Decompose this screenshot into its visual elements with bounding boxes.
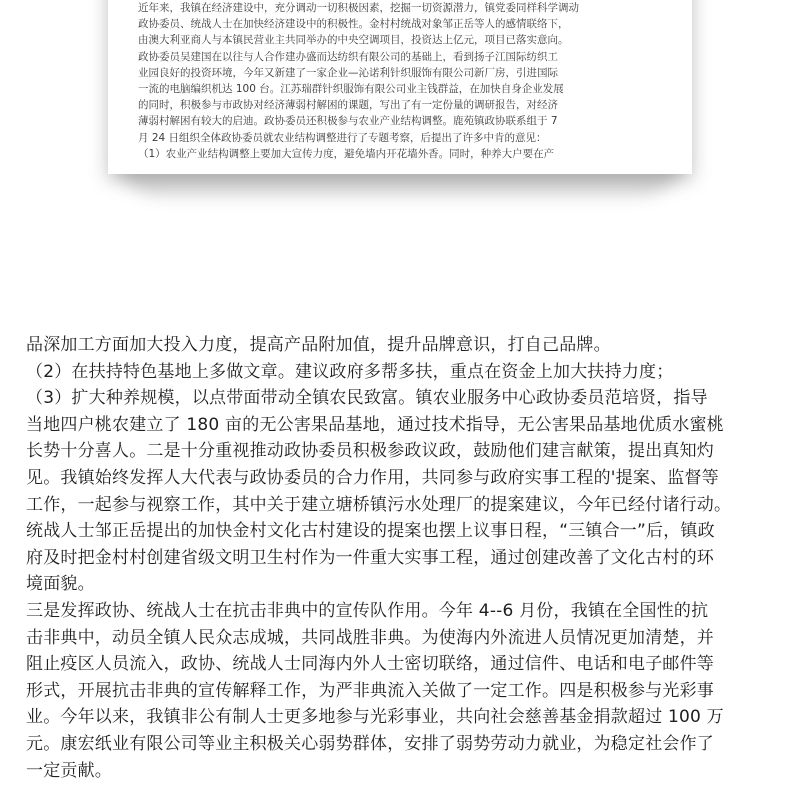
body-line: 击非典中，动员全镇人民众志成城，共同战胜非典。为使海内外流进人员情况更加清楚，并 — [26, 627, 714, 648]
preview-line: 一流的电脑编织机达 100 台。江苏瑞群针织服饰有限公司业主钱群益，在加快自身企业发展 — [138, 83, 564, 96]
preview-line: 政协委员吴建国在以往与人合作建办盛而达纺织有限公司的基础上，看到扬子江国际纺织工 — [138, 50, 558, 63]
preview-line: 薄弱村解困有较大的启迪。政协委员还积极参与农业产业结构调整。鹿苑镇政协联系组于 7 — [138, 115, 558, 128]
body-line: 统战人士邹正岳提出的加快金村文化古村建设的提案也摆上议事日程，“三镇合一”后，镇政 — [26, 521, 715, 542]
body-line: 当地四户桃农建立了 180 亩的无公害果品基地，通过技术指导，无公害果品基地优质水蜜桃 — [26, 414, 724, 435]
preview-line: 近年来，我镇在经济建设中，充分调动一切积极因素，挖掘一切资源潜力，镇党委同样科学调动 — [138, 2, 579, 14]
preview-line: 由澳大利亚商人与本镇民营业主共同举办的中央空调项目，投资达上亿元，项目已落实意向。 — [138, 34, 569, 47]
body-line: 境面貌。 — [26, 574, 95, 595]
body-line: 阻止疫区人员流入，政协、统战人士同海内外人士密切联络，通过信件、电话和电子邮件等 — [26, 654, 714, 675]
preview-line: 业园良好的投资环境，今年又新建了一家企业—沁诺利针织服饰有限公司新厂房，引进国际 — [138, 66, 558, 79]
preview-line: 的同时，积极参与市政协对经济薄弱村解困的课题，写出了有一定份量的调研报告，对经济 — [138, 99, 558, 112]
preview-line: 月 24 日组织全体政协委员就农业结构调整进行了专题考察，后提出了许多中肯的意见： — [138, 131, 547, 144]
body-line: （2）在扶持特色基地上多做文章。建议政府多帮多扶，重点在资金上加大扶持力度； — [26, 361, 674, 382]
body-line: 长势十分喜人。二是十分重视推动政协委员积极参政议政，鼓励他们建言献策，提出真知灼 — [26, 441, 714, 462]
body-line: 形式，开展抗击非典的宣传解释工作，为严非典流入关做了一定工作。四是积极参与光彩事 — [26, 680, 714, 701]
body-line: 一定贡献。 — [26, 760, 112, 781]
body-line: 业。今年以来，我镇非公有制人士更多地参与光彩事业，共向社会慈善基金捐款超过 100 万 — [26, 707, 724, 728]
body-line: 品深加工方面加大投入力度，提高产品附加值，提升品牌意识，打自己品牌。 — [26, 335, 611, 355]
body-line: 三是发挥政协、统战人士在抗击非典中的宣传队作用。今年 4--6 月份，我镇在全国性的抗 — [26, 600, 709, 621]
body-line: 见。我镇始终发挥人大代表与政协委员的合力作用，共同参与政府实事工程的'提案、监督等 — [26, 467, 719, 488]
body-line: 元。康宏纸业有限公司等业主积极关心弱势群体，安排了弱势劳动力就业，为稳定社会作了 — [26, 733, 714, 754]
preview-line: 政协委员、统战人士在加快经济建设中的积极性。金村村统战对象邹正岳等人的感情联络下， — [138, 18, 569, 31]
preview-line: （1）农业产业结构调整上要加大宣传力度，避免墙内开花墙外香。同时，种养大户要在产 — [138, 147, 555, 160]
body-line: （3）扩大种养规模，以点带面带动全镇农民致富。镇农业服务中心政协委员范培贤，指导 — [26, 388, 708, 409]
body-line: 府及时把金村村创建省级文明卫生村作为一件重大实事工程，通过创建改善了文化古村的环 — [26, 547, 714, 568]
document-page-preview — [108, 0, 692, 174]
body-line: 工作，一起参与视察工作，其中关于建立塘桥镇污水处理厂的提案建议，今年已经付诸行动。 — [26, 494, 732, 515]
document-body — [26, 332, 778, 784]
preview-paragraph — [138, 0, 670, 162]
